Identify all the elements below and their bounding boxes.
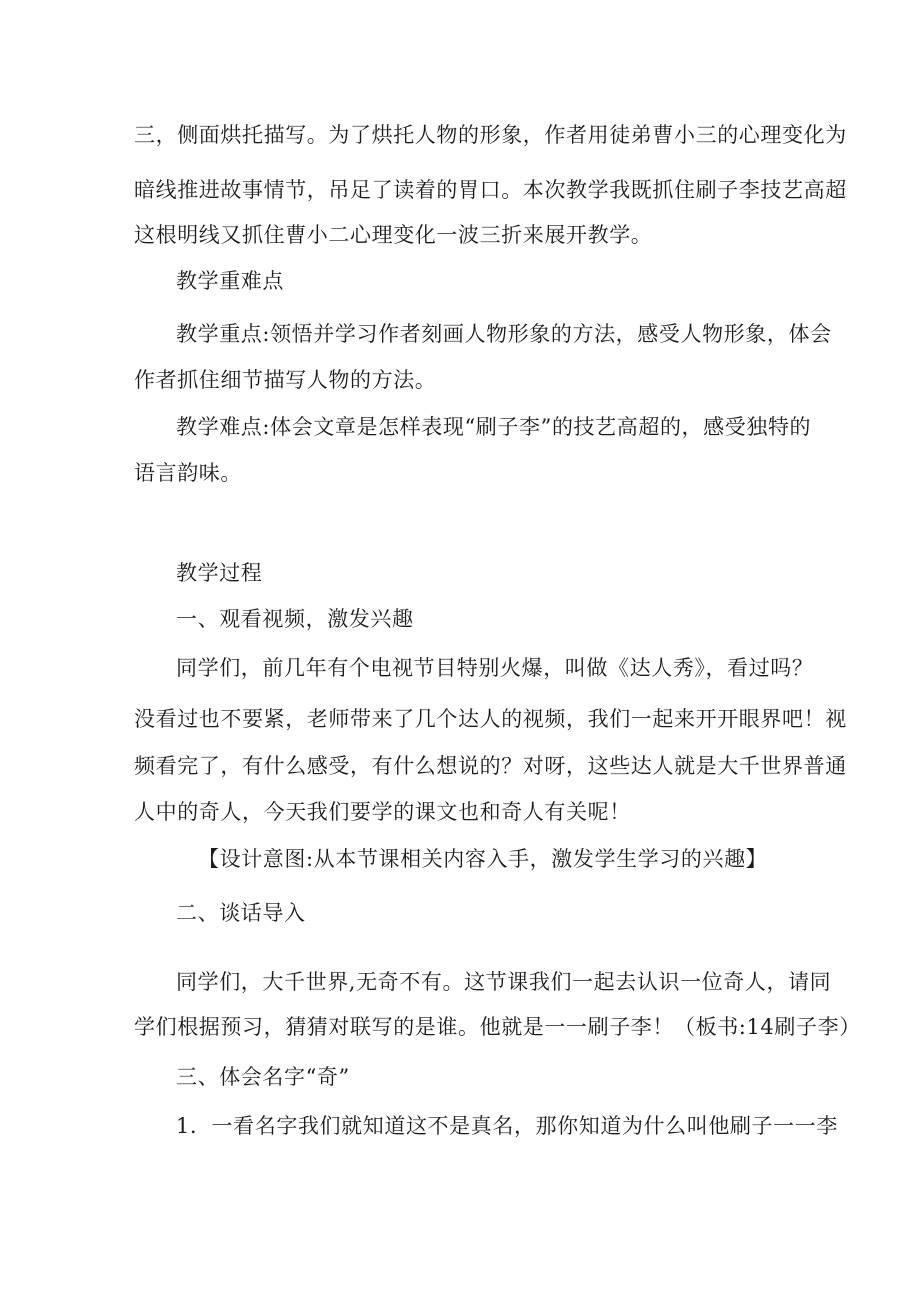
paragraph-line: 1．一看名字我们就知道这不是真名，那你知道为什么叫他刷子一一李 — [176, 1114, 838, 1138]
subsection-heading: 二、谈话导入 — [176, 901, 306, 925]
paragraph-line: 同学们，大千世界,无奇不有。这节课我们一起去认识一位奇人，请同 — [176, 970, 832, 994]
paragraph-line: 作者抓住细节描写人物的方法。 — [134, 368, 437, 392]
paragraph-line: 学们根据预习，猜猜对联写的是谁。他就是一一刷子李！（板书:14刷子李） — [134, 1015, 861, 1039]
paragraph-line: 语言韵味。 — [134, 461, 242, 485]
paragraph-line: 教学重点:领悟并学习作者刻画人物形象的方法，感受人物形象，体会 — [176, 322, 832, 346]
paragraph-line: 暗线推进故事情节，吊足了读着的胃口。本次教学我既抓住刷子李技艺高超 — [134, 178, 847, 202]
paragraph-line: 没看过也不要紧，老师带来了几个达人的视频，我们一起来开开眼界吧！视 — [134, 707, 847, 731]
subsection-heading: 一、观看视频，激发兴趣 — [176, 607, 414, 631]
section-heading: 教学过程 — [176, 561, 263, 585]
paragraph-line: 三，侧面烘托描写。为了烘托人物的形象，作者用徒弟曹小三的心理变化为 — [134, 123, 847, 147]
paragraph-line: 这根明线又抓住曹小二心理变化一波三折来展开教学。 — [134, 223, 653, 247]
design-intent-note: 【设计意图:从本节课相关内容入手，激发学生学习的兴趣】 — [198, 847, 768, 871]
paragraph-line: 同学们，前几年有个电视节目特别火爆，叫做《达人秀》，看过吗？ — [176, 656, 814, 680]
section-heading: 教学重难点 — [176, 269, 284, 293]
subsection-heading: 三、体会名字“奇” — [176, 1065, 350, 1089]
paragraph-line: 人中的奇人，今天我们要学的课文也和奇人有关呢！ — [134, 800, 631, 824]
paragraph-line: 频看完了，有什么感受，有什么想说的？对呀，这些达人就是大千世界普通 — [134, 754, 847, 778]
paragraph-line: 教学难点:体会文章是怎样表现“刷子李”的技艺高超的，感受独特的 — [176, 415, 812, 439]
